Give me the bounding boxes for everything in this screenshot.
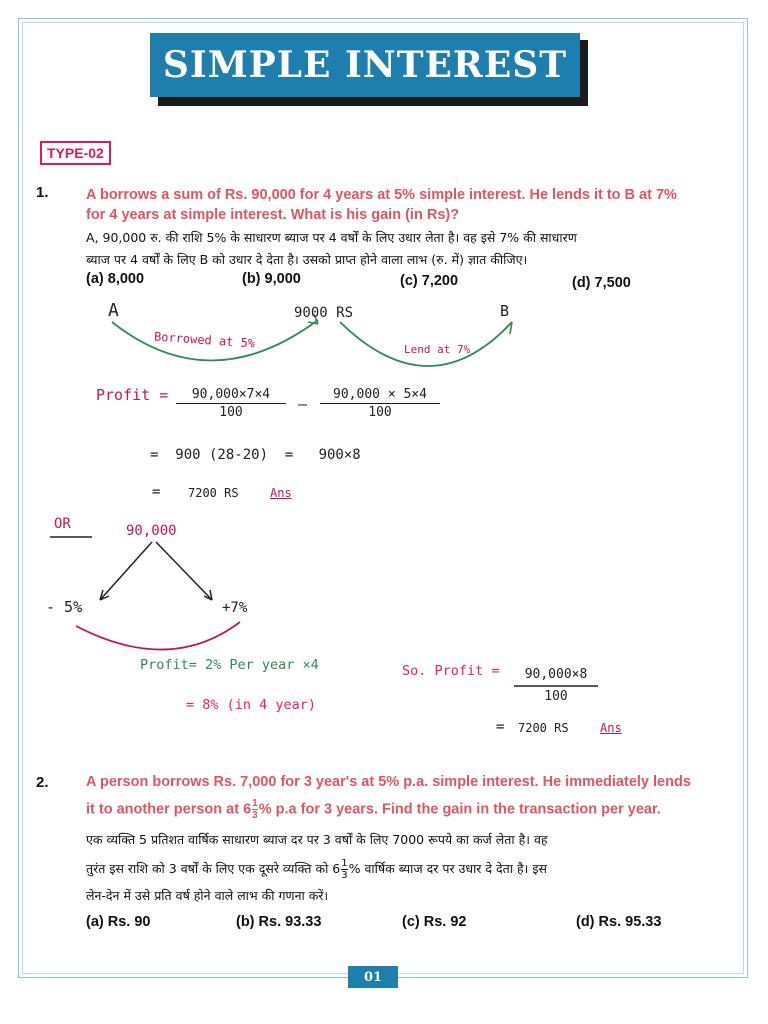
amount-label: 90,000: [126, 523, 177, 539]
final-ans: Ans: [600, 721, 622, 735]
page-number: 01: [348, 966, 398, 988]
q2-option-b: (b) Rs. 93.33: [236, 914, 322, 930]
q2-number: 2.: [36, 774, 49, 791]
q2-text-line2-post: % p.a for 3 years. Find the gain in the transaction per year.: [258, 801, 661, 818]
q2-option-d: (d) Rs. 95.33: [576, 914, 662, 930]
q2-text-line2: [86, 798, 736, 821]
node-b: B: [500, 302, 510, 320]
or-label: OR: [54, 516, 71, 532]
frac1-num: 90,000×7×4: [176, 387, 286, 404]
frac1-den: 100: [219, 405, 243, 420]
q1-hindi-line2: ब्याज पर 4 वर्षों के लिए B को उधार दे देता है। उसको प्राप्त होने वाला लाभ (रु. में) ज्ञात कीजिए।: [86, 252, 528, 267]
borrowed-label: Borrowed at 5%: [153, 329, 256, 351]
q2-fraction-bottom: 3: [252, 810, 258, 821]
frac2-num: 90,000 × 5×4: [320, 387, 440, 404]
arrow-left-line: [100, 542, 152, 600]
q2-text-line2-pre: it to another person at 6: [86, 801, 252, 818]
arc-b-arrowhead: [504, 322, 512, 334]
frac3-den: 100: [544, 689, 568, 704]
rate-diff-arc: [76, 622, 240, 650]
frac1: [176, 387, 286, 420]
q2-hindi-line2: [86, 858, 736, 881]
type-tag: TYPE-02: [40, 141, 111, 165]
step3-val: 7200 RS: [188, 486, 239, 500]
q2-hindi-fraction-bottom: 3: [341, 870, 348, 881]
profit-total: = 8% (in 4 year): [186, 697, 317, 713]
q1-option-c: (c) 7,200: [400, 273, 459, 289]
frac2-den: 100: [368, 405, 392, 420]
arrow-right-line: [156, 542, 212, 600]
q1-option-b: (b) 9,000: [242, 271, 301, 287]
q2-hindi-line2-pre: तुरंत इस राशि को 3 वर्षों के लिए एक दूसरे व्यक्ति को 6: [86, 861, 341, 876]
left-rate: - 5%: [46, 598, 83, 616]
node-a: A: [108, 300, 119, 321]
q1-text-line2: for 4 years at simple interest. What is his gain (in Rs)?: [86, 207, 460, 223]
q2-hindi-fraction-top: 1: [341, 858, 348, 869]
q1-number: 1.: [36, 184, 49, 201]
q1-option-a: (a) 8,000: [86, 271, 145, 287]
so-profit: So. Profit =: [402, 663, 500, 679]
step2: = 900 (28-20) = 900×8: [150, 447, 361, 463]
profit-label: Profit =: [96, 386, 169, 404]
q2-hindi-line1: एक व्यक्ति 5 प्रतिशत वार्षिक साधारण ब्याज दर पर 3 वर्षों के लिए 7000 रूपये का कर्ज लेता है। वह: [86, 832, 548, 847]
frac2: [320, 387, 440, 420]
q2-hindi-fraction: [341, 858, 347, 881]
frac3-num: 90,000×8: [524, 667, 588, 682]
step3-eq: =: [152, 484, 161, 500]
q2-hindi-line2-post: % वार्षिक ब्याज दर पर उधार दे देता है। इस: [348, 861, 547, 876]
minus-sign: –: [298, 395, 308, 413]
page-title: SIMPLE INTEREST: [150, 33, 580, 97]
q2-fraction-top: 1: [252, 798, 258, 809]
node-amount: 9000 RS: [294, 305, 354, 321]
q1-hindi-line1: A, 90,000 रु. की राशि 5% के साधारण ब्याज पर 4 वर्षों के लिए उधार लेता है। वह इसे 7% की साधारण: [86, 230, 577, 245]
q2-option-a: (a) Rs. 90: [86, 914, 151, 930]
q1-text-line1: A borrows a sum of Rs. 90,000 for 4 years at 5% simple interest. He lends it to B at 7%: [86, 187, 677, 203]
q2-text-line1: A person borrows Rs. 7,000 for 3 year's at 5% p.a. simple interest. He immediately lends: [86, 774, 691, 790]
right-rate: +7%: [222, 600, 248, 616]
q2-option-c: (c) Rs. 92: [402, 914, 467, 930]
final-eq: =: [496, 719, 505, 735]
profit-rate: Profit= 2% Per year ×4: [140, 657, 319, 673]
q2-hindi-line3: लेन-देन में उसे प्रति वर्ष होने वाले लाभ की गणना करें।: [86, 888, 329, 903]
q2-fraction: [252, 798, 258, 821]
q1-option-d: (d) 7,500: [572, 275, 631, 291]
lend-label: Lend at 7%: [404, 343, 471, 356]
final-val: 7200 RS: [518, 721, 569, 735]
step3-ans: Ans: [270, 486, 292, 500]
